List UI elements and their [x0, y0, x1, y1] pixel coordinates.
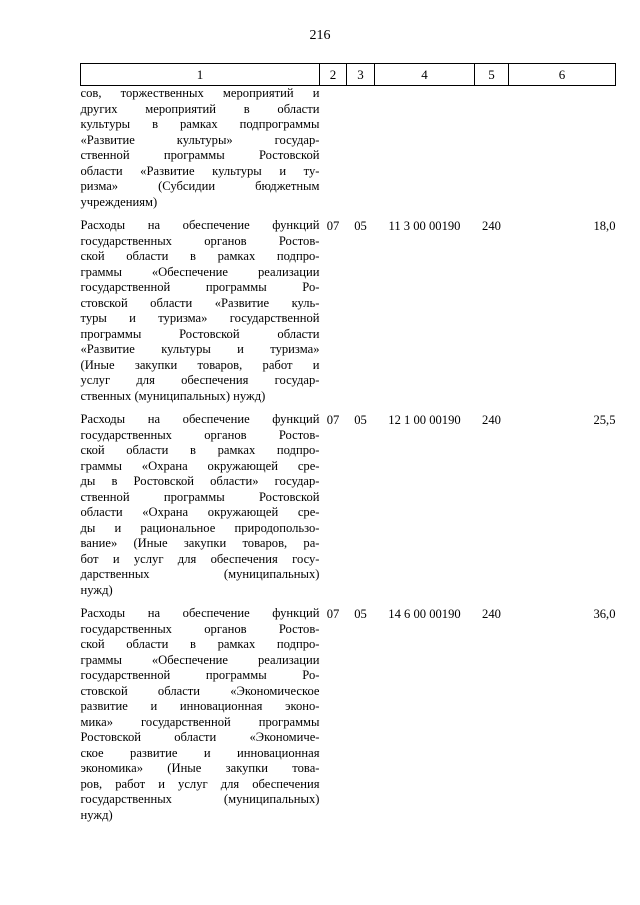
description-line: области «Развитие культуры и ту-: [80, 163, 320, 178]
description-line: других мероприятий в области: [80, 101, 320, 116]
table-row: [81, 210, 616, 404]
description-line: ды и рациональное природопользо-: [80, 520, 320, 535]
description-line: Расходы на обеспечение функций: [80, 412, 320, 426]
description-line: экономика» (Иные закупки това-: [80, 761, 320, 775]
row-section-code: 07: [326, 607, 340, 621]
description-line: Расходы на обеспечение функций: [80, 218, 320, 232]
description-line: граммы «Обеспечение реализации: [80, 264, 320, 279]
description-line: ственной программы Ростовской: [80, 489, 320, 504]
description-line: Ростовской области «Экономиче-: [80, 730, 320, 744]
description-line: граммы «Обеспечение реализации: [80, 652, 320, 667]
header-col-5: 5: [475, 64, 509, 86]
row-description: [81, 404, 320, 598]
description-line: Расходы на обеспечение функций: [80, 606, 320, 620]
header-col-3: 3: [347, 64, 375, 86]
description-line: ской области в рамках подпро-: [80, 637, 320, 651]
header-col-1: 1: [81, 64, 320, 86]
page-number: 216: [309, 28, 331, 43]
row-description: [81, 210, 320, 404]
description-line: учреждениям): [80, 194, 158, 209]
description-line: государственных органов Ростов-: [80, 427, 320, 442]
description-line: услуг для обеспечения государ-: [80, 373, 320, 387]
row-target-article: 11 3 00 00190: [388, 219, 461, 233]
description-line: государственных органов Ростов-: [80, 233, 320, 248]
description-line: стовской области «Развитие куль-: [80, 295, 320, 310]
description-line: развитие и инновационная эконо-: [80, 699, 320, 713]
description-line: государственных органов Ростов-: [80, 621, 320, 636]
description-line: нужд): [80, 807, 113, 822]
description-line: ской области в рамках подпро-: [80, 443, 320, 457]
row-amount: 25,5: [593, 413, 616, 427]
description-line: ды в Ростовской области» государ-: [80, 474, 320, 488]
row-amount: 36,0: [593, 607, 616, 621]
description-line: ской области в рамках подпро-: [80, 249, 320, 263]
description-line: нужд): [80, 582, 113, 597]
description-line: государственных (муниципальных): [80, 792, 320, 806]
description-line: бот и услуг для обеспечения госу-: [80, 551, 320, 566]
description-line: государственной программы Ро-: [80, 280, 320, 294]
table-row-continuation: [81, 86, 616, 211]
description-line: дарственных (муниципальных): [80, 567, 320, 581]
description-line: ров, работ и услуг для обеспечения: [80, 776, 320, 791]
description-line: (Иные закупки товаров, работ и: [80, 357, 320, 372]
row-expense-type: 240: [482, 607, 501, 621]
description-line: мика» государственной программы: [80, 714, 320, 729]
row-description: [81, 86, 320, 211]
table-row: [81, 404, 616, 598]
description-line: стовской области «Экономическое: [80, 683, 320, 698]
description-line: ское развитие и инновационная: [80, 745, 320, 760]
description-line: «Развитие культуры» государ-: [80, 132, 320, 147]
header-col-2: 2: [320, 64, 347, 86]
table-row: [81, 598, 616, 823]
row-description: [81, 598, 320, 823]
description-line: программы Ростовской области: [80, 326, 320, 341]
description-line: ственной программы Ростовской: [80, 148, 320, 162]
description-line: государственной программы Ро-: [80, 668, 320, 682]
row-target-article: 14 6 00 00190: [388, 607, 461, 621]
header-col-4: 4: [375, 64, 475, 86]
row-expense-type: 240: [482, 219, 501, 233]
budget-table: [80, 63, 616, 823]
row-subsection-code: 05: [354, 413, 367, 427]
description-line: ственных (муниципальных) нужд): [80, 388, 266, 403]
description-line: культуры в рамках подпрограммы: [80, 117, 320, 131]
row-expense-type: 240: [482, 413, 501, 427]
description-line: сов, торжественных мероприятий и: [80, 86, 320, 100]
row-subsection-code: 05: [354, 219, 367, 233]
row-section-code: 07: [326, 219, 340, 233]
row-amount: 18,0: [593, 219, 616, 233]
row-subsection-code: 05: [354, 607, 367, 621]
row-target-article: 12 1 00 00190: [388, 413, 461, 427]
description-line: туры и туризма» государственной: [80, 311, 320, 325]
description-line: вание» (Иные закупки товаров, ра-: [80, 536, 320, 550]
row-section-code: 07: [326, 413, 340, 427]
description-line: области «Охрана окружающей сре-: [80, 505, 320, 519]
description-line: ризма» (Субсидии бюджетным: [80, 179, 320, 193]
header-row: [81, 64, 616, 86]
description-line: «Развитие культуры и туризма»: [80, 342, 320, 356]
header-col-6: 6: [509, 64, 616, 86]
description-line: граммы «Охрана окружающей сре-: [80, 458, 320, 473]
